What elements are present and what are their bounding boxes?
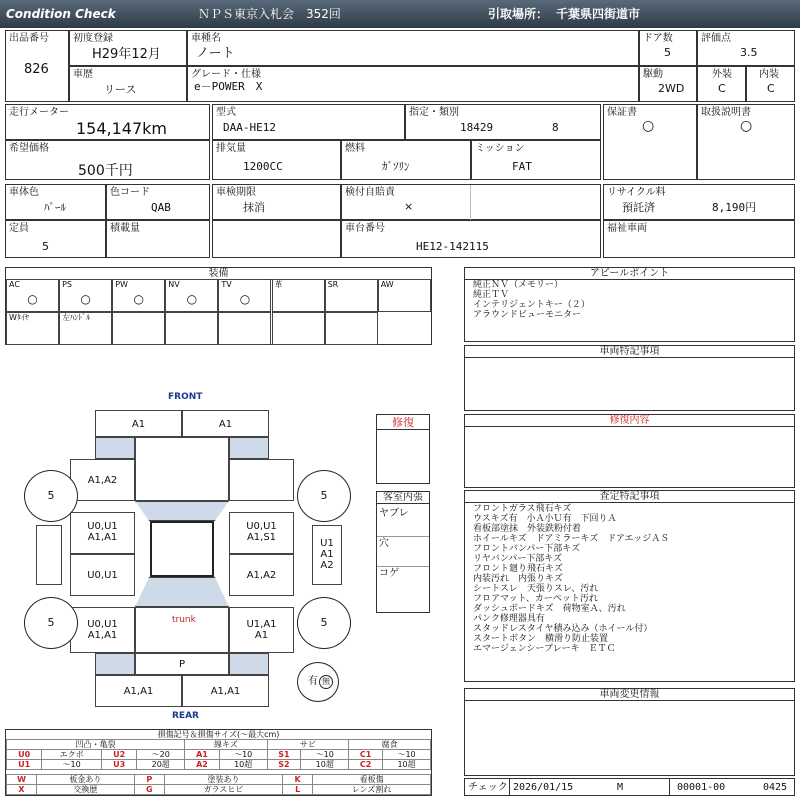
legend-header: 凹凸・亀裂 [7,740,185,750]
legend-cell: ～10 [42,760,102,770]
capacity-label: 定員 [9,223,29,234]
selfins-box [341,184,601,220]
appeal-line: 純正ＴＶ [473,290,510,300]
fender-front-right[interactable] [229,459,294,501]
check-code: M [617,782,624,793]
manual-box [697,104,795,180]
spec-class-value: 18429 [460,121,494,134]
recycle-status: 預託済 [622,201,655,214]
equipment-extra-cell [325,312,378,345]
legend-cell: C2 [349,760,383,770]
legend-cell: S1 [267,750,301,760]
equipment-label: 革 [274,280,283,289]
legend-cell: 10超 [219,760,267,770]
legend-cell: U3 [102,760,137,770]
equipment-cell-aw [378,279,431,312]
symbol-cell: 塗装あり [164,775,282,785]
transmission-label: ミッション [475,143,525,154]
rear-panel[interactable]: P [135,653,229,675]
legend-cell: ～10 [383,750,431,760]
equipment-extra-cell [165,312,218,345]
inspection-line: エマージェンシーブレーキ ＥＴＣ [473,644,616,654]
quarter-rear-right[interactable]: U1,A1 A1 [229,607,294,653]
manual-value: ○ [740,118,753,134]
ref-number-2: 0425 [763,782,788,793]
recycle-amount: 8,190円 [712,201,757,214]
spare-tire [297,662,339,702]
equipment-value: ○ [133,292,144,306]
interior-burn: コゲ [379,568,399,579]
mileage-label: 走行メーター [9,107,69,118]
mileage-box [5,104,210,140]
inspection-line: フロント廻り飛石キズ [473,564,563,574]
lot-number: 826 [24,62,49,77]
equipment-extra-cell [272,312,325,345]
rear-bumper-left[interactable]: A1,A1 [95,675,182,707]
tire-rear-right[interactable]: 5 [297,597,351,649]
special-notes-title: 車両特記事項 [465,346,794,358]
legend-cell: 10超 [383,760,431,770]
symbol-cell: 看板傷 [313,775,431,785]
inspection-line: フロアマット、カーペット汚れ [473,594,598,604]
pickup-label: 引取場所： [488,7,549,21]
symbol-cell: レンズ割れ [313,785,431,795]
equipment-cell-革 [272,279,325,312]
taillight-right [229,653,269,675]
doors-value: 5 [664,46,671,59]
chassis-label: 車台番号 [345,223,385,234]
form-title: Condition Check [6,7,116,21]
pickup-value: 千葉県四街道市 [556,7,641,21]
doors-label: ドア数 [643,33,673,44]
selfins-value: × [404,200,414,213]
headlight-right [229,437,269,459]
score-box [697,30,795,66]
symbol-cell: X [7,785,37,795]
rear-window [135,577,229,607]
first-reg-value: H29年12月 [92,47,161,62]
equipment-extra-cell [59,312,112,345]
inspection-value: 抹消 [243,201,265,214]
inspection-line: ホイールキズ ドアミラーキズ ドアエッジＡＳ [473,534,670,544]
door-rear-right[interactable]: A1,A2 [229,554,294,596]
repair-detail-title: 修復内容 [465,415,794,427]
repair-detail-panel [464,414,795,488]
warranty-label: 保証書 [607,107,637,118]
legend-cell: U0 [7,750,42,760]
spec-label: 指定・類別 [409,107,459,118]
first-reg-box [69,30,187,66]
changes-panel [464,688,795,776]
appeal-lines [473,280,590,320]
rear-bumper-right[interactable]: A1,A1 [182,675,269,707]
inspection-line: ダッシュボードキズ 荷物室Ａ、汚れ [473,604,626,614]
equipment-title: 装備 [6,268,431,280]
inspection-lines [473,504,669,654]
inspection-label: 車検期限 [216,187,256,198]
inspection-line: フロントバンパー下部キズ [473,544,581,554]
legend-cell: エクボ [42,750,102,760]
inspection-line: リヤバンパー下部キズ [473,554,563,564]
equipment-value: ○ [186,292,198,306]
warranty-value: ○ [642,118,655,134]
check-footer [464,778,795,796]
repair-box [376,414,430,484]
equipment-cell-nv [165,279,218,312]
mileage-value: 154,147km [76,119,168,138]
fuel-value: ｶﾞｿﾘﾝ [382,160,410,173]
interior-box [376,491,430,613]
symbol-cell: 交換歴 [37,785,135,795]
fuel-label: 燃料 [345,143,365,154]
legend-header: 腐食 [349,740,431,750]
color-label: 車体色 [9,187,39,198]
selfins-divider [470,185,471,221]
score-value: 3.5 [740,46,758,59]
model-box [187,30,639,66]
symbol-cell: K [283,775,313,785]
front-bumper-left[interactable]: A1 [95,410,182,437]
recycle-label: リサイクル料 [607,187,666,198]
int-label: 内装 [759,69,779,80]
ext-box [697,66,746,102]
front-bumper-right[interactable]: A1 [182,410,269,437]
doors-box [639,30,697,66]
legend-cell: C1 [349,750,383,760]
color-value: ﾊﾟｰﾙ [44,201,66,214]
windshield [135,501,229,521]
history-box [69,66,187,102]
inspection-line: パンク修理器具有 [473,614,545,624]
selfins-label: 検付自賠責 [345,187,395,198]
inspection-line: フロントガラス飛石キズ [473,504,572,514]
equipment-extra-cell [112,312,165,345]
appeal-line: インテリジェントキー（２） [473,300,590,310]
legend-header: 線キズ [185,740,267,750]
transmission-value: FAT [512,160,532,173]
equipment-label: PW [115,280,128,289]
side-right-panel[interactable]: U1 A1 A2 [312,525,342,585]
legend-table [6,739,431,770]
inspection-line: ウスキズ有 小Ａ小Ｕ有 下回りＡ [473,514,617,524]
inspection-line: シートスレ 天張りスレ、汚れ [473,584,599,594]
chassis-box [341,220,601,258]
fuel-box [341,140,471,180]
symbol-cell: G [134,785,164,795]
spare-label: 有 [308,676,318,687]
equipment-cell-sr [325,279,378,312]
legend-title: 損傷記号＆損傷サイズ(～最大cm) [6,730,431,740]
hood[interactable] [135,437,229,501]
grade-label: グレード・仕様 [191,69,261,80]
changes-title: 車両変更情報 [465,689,794,701]
door-rear-left[interactable]: U0,U1 [70,554,135,596]
taillight-left [95,653,135,675]
legend-header: サビ [267,740,349,750]
lot-label: 出品番号 [9,33,49,44]
drive-box [639,66,697,102]
front-label: FRONT [168,392,203,402]
interior-hole: 穴 [379,538,389,549]
interior-tear: ヤブレ [379,508,409,519]
legend-cell: 10超 [301,760,349,770]
history-value: リース [104,83,137,96]
repair-title: 修復 [377,415,429,430]
inspection-notes-panel [464,490,795,682]
fender-front-left[interactable]: A1,A2 [70,459,135,501]
symbol-cell: W [7,775,37,785]
capacity-value: 5 [42,240,49,253]
trunk-panel[interactable] [135,607,229,653]
history-label: 車歴 [73,69,93,80]
equipment-extra-cell [218,312,271,345]
appeal-line: アラウンドビューモニター [473,310,582,320]
capacity-box [5,220,106,258]
displacement-box [212,140,341,180]
inspection-line: スタートボタン 横滑り防止装置 [473,634,609,644]
welfare-box [603,220,795,258]
appeal-line: 純正ＮＶ（メモリー） [473,280,564,290]
int-box [746,66,795,102]
manual-label: 取扱説明書 [701,107,751,118]
inspection-notes-title: 査定特記事項 [465,491,794,503]
legend-cell: A1 [185,750,220,760]
price-label: 希望価格 [9,143,49,154]
grade-box [187,66,639,102]
drive-value: 2WD [658,82,685,95]
inspection-line: スタッドレスタイヤ積み込み（ホイール付） [473,624,653,634]
spec-box [405,104,601,140]
equipment-extra-cell [6,312,59,345]
chassis-value: HE12-142115 [416,240,489,253]
load-label: 積載量 [110,223,140,234]
type-value: DAA-HE12 [223,121,276,134]
ext-value: C [718,82,726,95]
legend-cell: ～10 [301,750,349,760]
equipment-extra-label: Wﾀｲﾔ [9,313,29,322]
inspection-box [212,184,341,220]
inspection-line: 看板部塗抹 外装鉄粉付着 [473,524,582,534]
legend-cell: ～10 [219,750,267,760]
recycle-box [603,184,795,220]
inspection-line: 内装汚れ 内張りキズ [473,574,563,584]
quarter-rear-left[interactable]: U0,U1 A1,A1 [70,607,135,653]
legend-cell: S2 [267,760,301,770]
model-label: 車種名 [191,33,221,44]
spare-mark: 無 [319,675,333,689]
check-date: 2026/01/15 [513,782,574,793]
colorcode-label: 色コード [110,187,150,198]
legend-cell: U2 [102,750,137,760]
colorcode-value: QAB [151,201,171,214]
legend-cell: A2 [185,760,220,770]
price-box [5,140,210,180]
headlight-left [95,437,135,459]
color-box [5,184,106,220]
equipment-cell-ps [59,279,112,312]
equipment-label: TV [221,280,232,289]
type-box [212,104,405,140]
auction-name: ＮＰＳ東京入札会 352回 [198,7,341,21]
equipment-cell-ac [6,279,59,312]
displacement-label: 排気量 [216,143,246,154]
first-reg-label: 初度登録 [73,33,113,44]
equipment-label: AW [380,280,394,289]
equipment-label: PS [62,280,72,289]
equipment-value: ○ [27,292,38,306]
trunk-label: trunk [172,615,196,625]
symbol-table [6,774,431,795]
int-value: C [767,82,775,95]
mirror-left [36,525,62,585]
legend-cell: U1 [7,760,42,770]
ext-label: 外装 [712,69,732,80]
symbol-cell: ガラスヒビ [164,785,282,795]
welfare-label: 福祉車両 [607,223,647,234]
door-front-right[interactable]: U0,U1 A1,S1 [229,512,294,554]
equipment-label: SR [327,280,339,289]
spec-type-value: 8 [552,121,559,134]
equipment-value: ○ [80,292,91,306]
equipment-value: ○ [239,292,251,306]
lot-box [5,30,69,102]
appeal-panel [464,267,795,342]
tire-front-left[interactable]: 5 [24,470,78,522]
score-label: 評価点 [701,33,731,44]
load-box [106,220,210,258]
warranty-box [603,104,697,180]
header-bar [0,0,800,28]
door-front-left[interactable]: U0,U1 A1,A1 [70,512,135,554]
blank-box [212,220,341,258]
equipment-label: AC [9,280,20,289]
colorcode-box [106,184,210,220]
equipment-cell-pw [112,279,165,312]
legend-cell: ～20 [137,750,185,760]
legend-cell: 20超 [137,760,185,770]
damage-legend [5,729,432,796]
equipment-extra-label: 左ﾊﾝﾄﾞﾙ [62,313,91,322]
transmission-box [471,140,601,180]
interior-title: 客室内張 [377,492,429,504]
rear-label: REAR [172,711,199,721]
ref-number: 00001-00 [677,782,726,793]
drive-label: 駆動 [643,69,663,80]
displacement-value: 1200CC [243,160,283,173]
check-label: チェック [468,782,508,793]
tire-front-right[interactable]: 5 [297,470,351,522]
symbol-cell: 板金あり [37,775,135,785]
special-notes-panel [464,345,795,411]
symbol-cell: L [283,785,313,795]
equipment-cell-tv [218,279,271,312]
tire-rear-left[interactable]: 5 [24,597,78,649]
symbol-cell: P [134,775,164,785]
grade-value: e－POWER X [194,80,263,93]
model-value: ノート [196,46,235,61]
equipment-label: NV [168,280,180,289]
roof[interactable] [150,521,214,577]
type-label: 型式 [216,107,236,118]
price-value: 500千円 [78,163,133,179]
appeal-title: アピールポイント [465,268,794,280]
